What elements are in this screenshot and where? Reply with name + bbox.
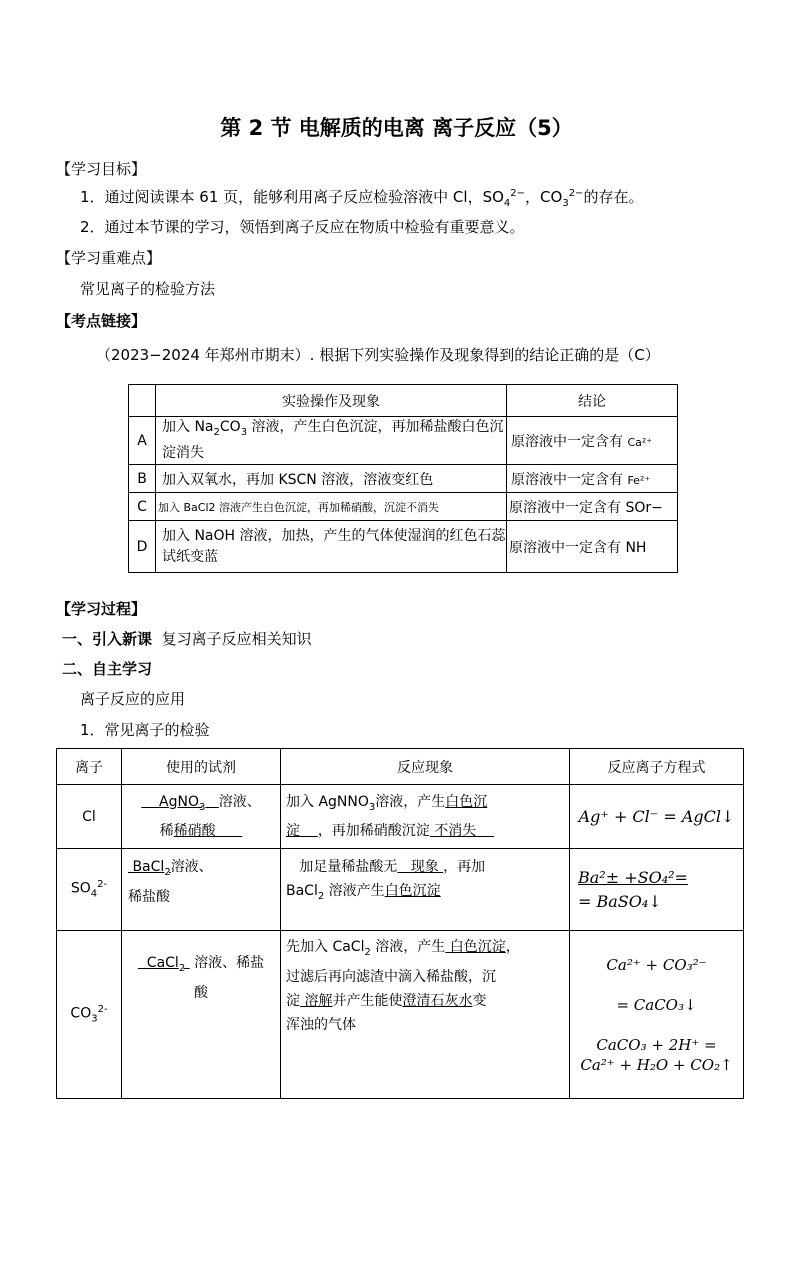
row-conclusion: 原溶液中一定含有 SOr−	[507, 493, 678, 521]
row-label: D	[129, 521, 156, 573]
row-operation: 加入双氧水，再加 KSCN 溶液，溶液变红色	[156, 465, 507, 493]
header-phenomenon: 反应现象	[281, 749, 570, 785]
exam-table	[128, 384, 678, 573]
equation-co3: Ca²⁺ + CO₃²⁻ = CaCO₃↓ CaCO₃ + 2H⁺ = Ca²⁺ + H₂O + CO₂↑	[570, 931, 744, 1099]
row-label: A	[129, 417, 156, 465]
header-ion: 离子	[57, 749, 122, 785]
reagent-co3: CaCl$_2$ 溶液、稀盐 酸	[122, 931, 281, 1099]
row-conclusion: 原溶液中一定含有 Fe²⁺	[507, 465, 678, 493]
table-row	[57, 849, 744, 931]
equation-so4: Ba²± +SO₄²= = BaSO₄↓	[570, 849, 744, 931]
phenomenon-so4: 加足量稀盐酸无 现象 ，再加 BaCl$_2$ 溶液产生白色沉淀	[281, 849, 570, 931]
reagent-so4: BaCl$_2$溶液、 稀盐酸	[122, 849, 281, 931]
table-row	[57, 785, 744, 849]
goals-heading: 【学习目标】	[56, 160, 147, 178]
key-points-text: 常见离子的检验方法	[80, 280, 216, 298]
row-operation: 加入 BaCl2 溶液产生白色沉淀，再加稀硝酸，沉淀不消失	[156, 493, 507, 521]
table-header-conclusion: 结论	[507, 385, 678, 417]
ion-cl: Cl	[57, 785, 122, 849]
header-equation: 反应离子方程式	[570, 749, 744, 785]
ion-test-table	[56, 748, 744, 1099]
header-reagent: 使用的试剂	[122, 749, 281, 785]
ion-so4: $SO_4^{2-}$	[57, 849, 122, 931]
table-row	[129, 521, 678, 573]
row-operation: 加入 NaOH 溶液，加热，产生的气体使湿润的红色石蕊试纸变蓝	[156, 521, 507, 573]
table-row	[129, 385, 678, 417]
reagent-cl: AgNO$_3$ 溶液、 稀稀硝酸	[122, 785, 281, 849]
table-row	[129, 465, 678, 493]
table-cell	[129, 385, 156, 417]
subsection: 离子反应的应用	[80, 690, 186, 708]
phenomenon-co3: 先加入 CaCl$_2$ 溶液，产生 白色沉淀， 过滤后再向滤渣中滴入稀盐酸，沉 淀 溶解并产生能使澄清石灰水变 浑浊的气体	[281, 931, 570, 1099]
equation-cl: Ag⁺ + Cl⁻ = AgCl↓	[570, 785, 744, 849]
goal-item-2: 2．通过本节课的学习，领悟到离子反应在物质中检验有重要意义。	[80, 218, 525, 236]
exam-link-heading: 【考点链接】	[56, 312, 147, 330]
page-title: 第 2 节 电解质的电离 离子反应（5）	[220, 116, 573, 140]
section-1: 一、引入新课 复习离子反应相关知识	[62, 630, 312, 648]
row-conclusion: 原溶液中一定含有 Ca²⁺	[507, 417, 678, 465]
row-label: C	[129, 493, 156, 521]
process-heading: 【学习过程】	[56, 600, 147, 618]
row-label: B	[129, 465, 156, 493]
row-conclusion: 原溶液中一定含有 NH	[507, 521, 678, 573]
goal-item-1: 1．通过阅读课本 61 页，能够利用离子反应检验溶液中 Cl，$SO_4^{2-}$，$CO_3^{2-}$的存在。	[80, 188, 644, 209]
table-row	[129, 493, 678, 521]
phenomenon-cl: 加入 AgNNO$_3$溶液，产生白色沉 淀 ，再加稀硝酸沉淀 不消失	[281, 785, 570, 849]
exam-question: （2023−2024 年郑州市期末）. 根据下列实验操作及现象得到的结论正确的是（C）	[96, 346, 660, 364]
key-points-heading: 【学习重难点】	[56, 249, 162, 267]
subsection-1: 1．常见离子的检验	[80, 721, 210, 739]
table-row	[57, 749, 744, 785]
section-2: 二、自主学习	[62, 660, 153, 678]
table-row	[129, 417, 678, 465]
table-row	[57, 931, 744, 1099]
row-operation: 加入 $Na_2CO_3$ 溶液，产生白色沉淀，再加稀盐酸白色沉淀消失	[156, 417, 507, 465]
ion-co3: $CO_3^{2-}$	[57, 931, 122, 1099]
table-header-op: 实验操作及现象	[156, 385, 507, 417]
